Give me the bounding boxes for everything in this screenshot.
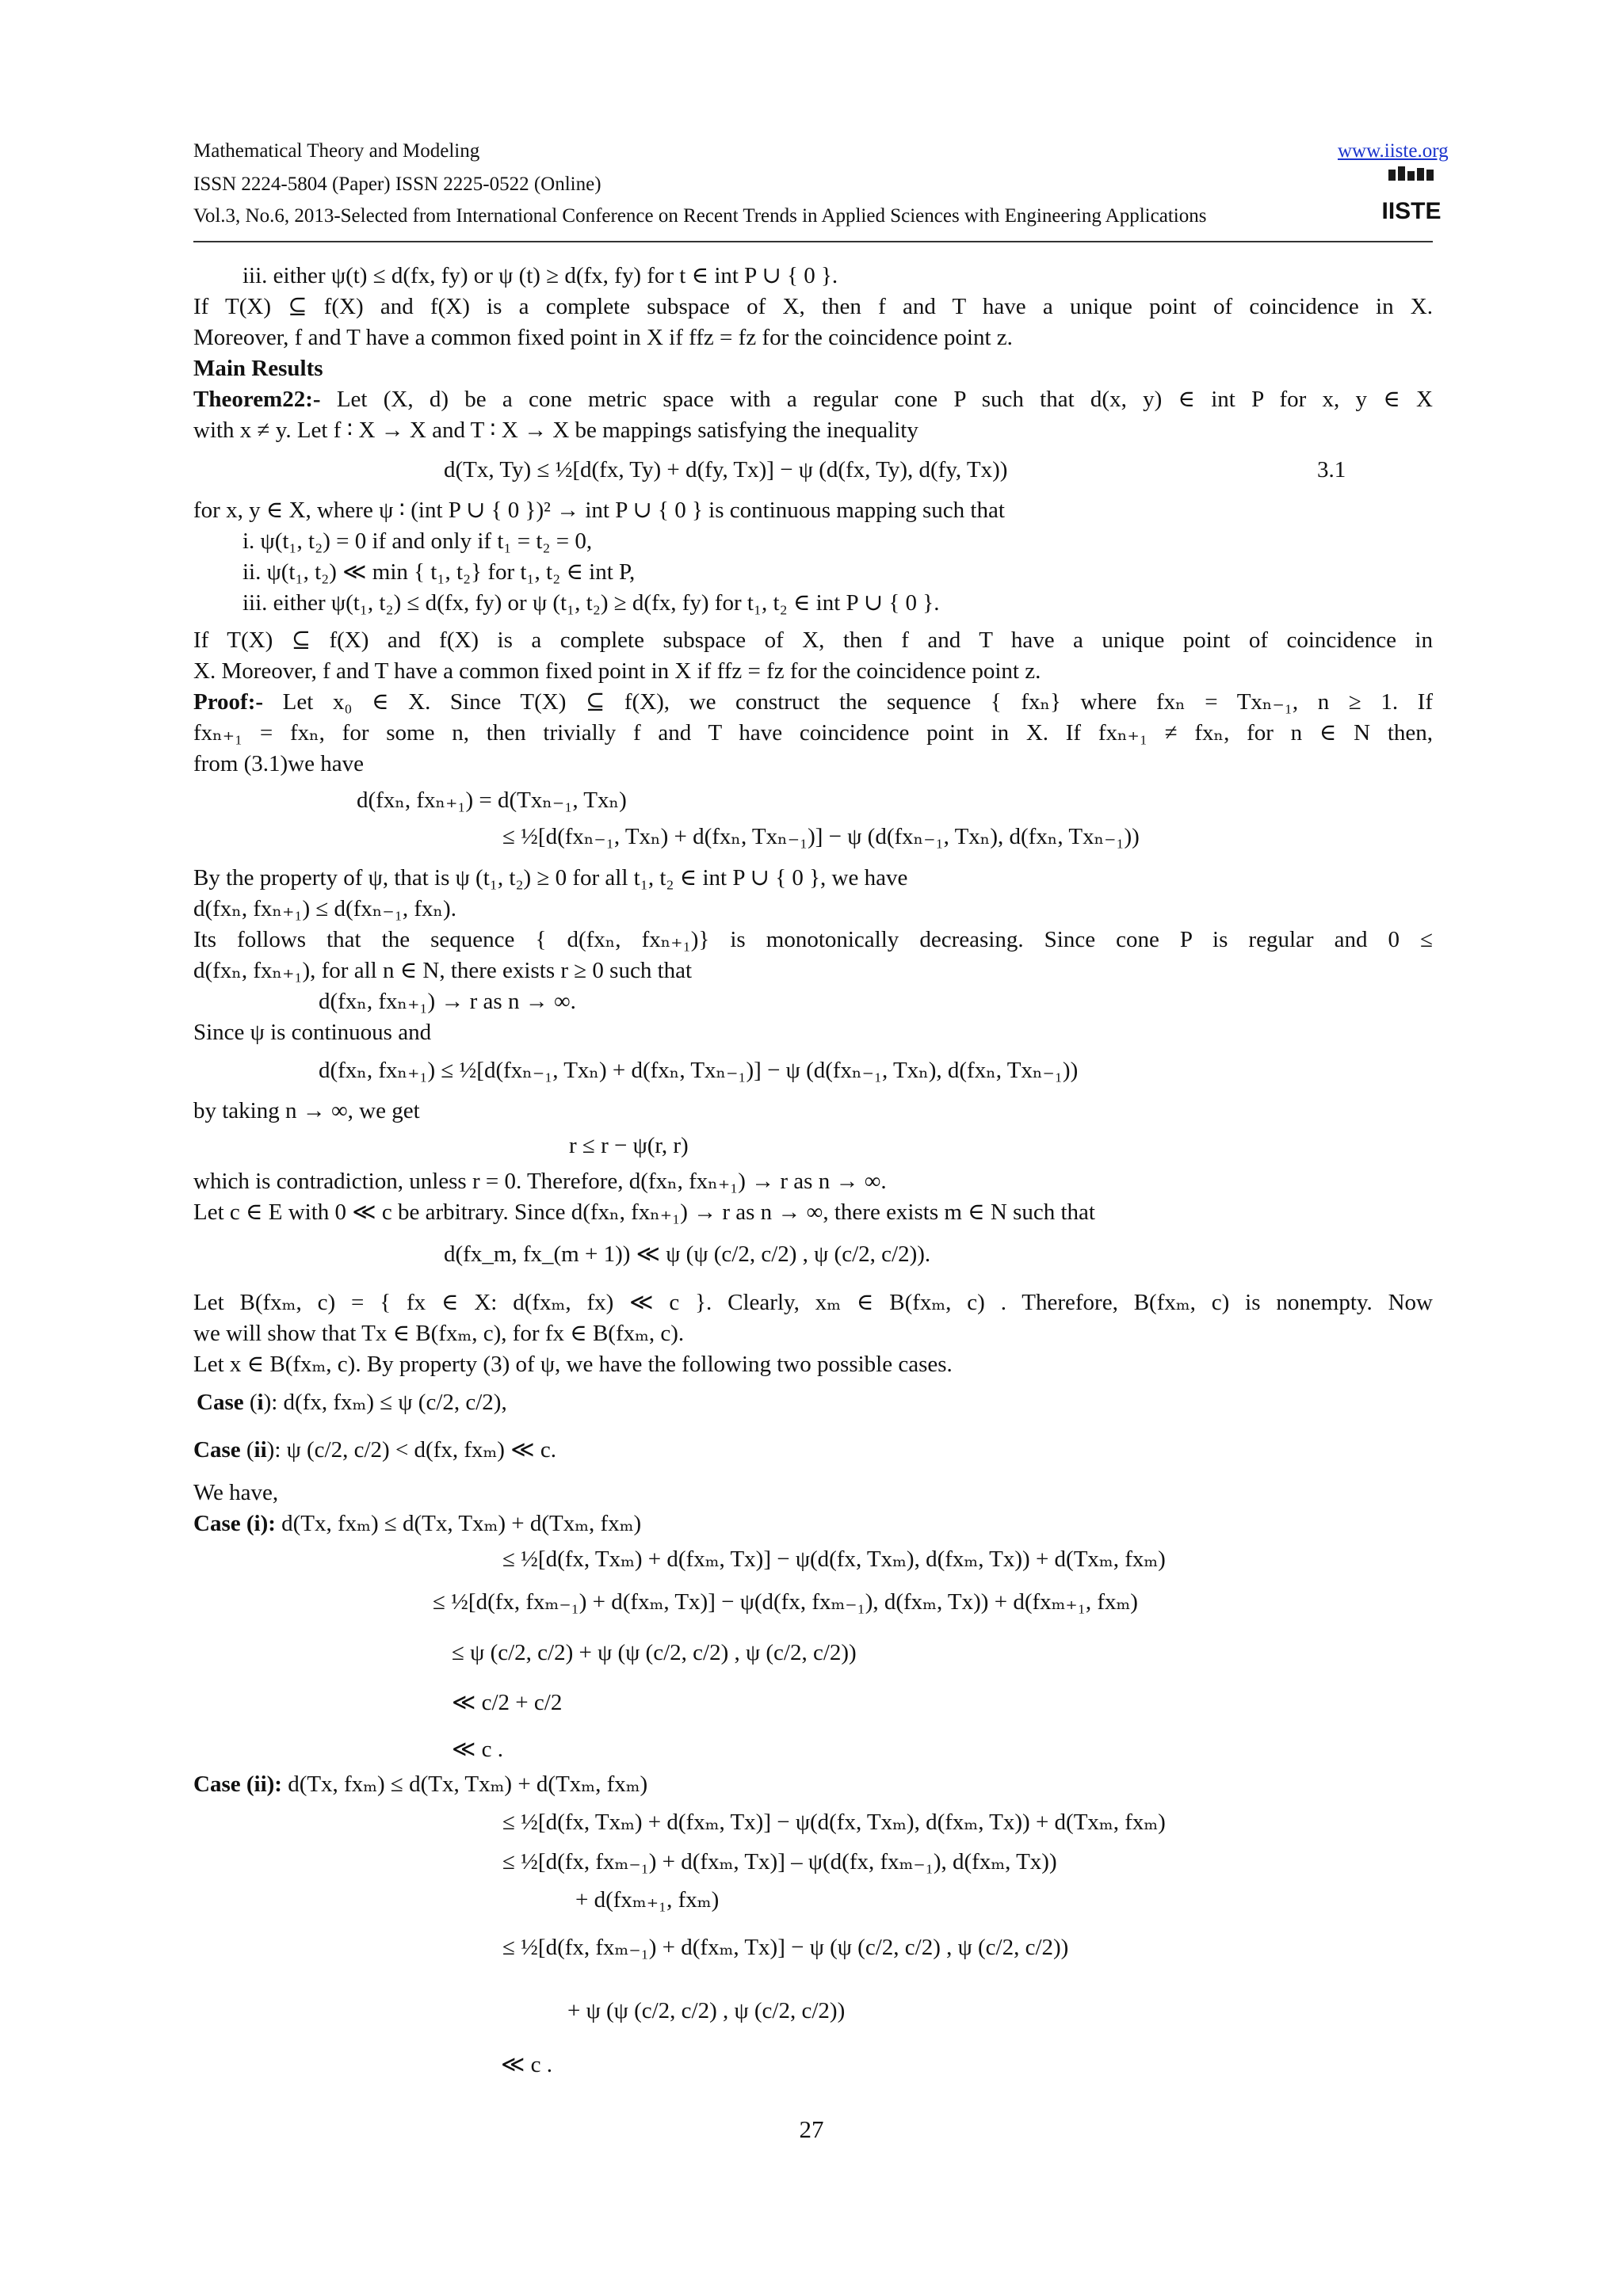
text-run: for x, y ∈ X, where ψ ∶ (int P ∪ { 0 })² → int P ∪ { 0 } is continuous mapping such that — [193, 498, 1005, 523]
text-run: Case — [193, 1437, 241, 1463]
text-line — [193, 1319, 684, 1348]
text-run: i. ψ(t₁, t₂) = 0 if and only if t₁ = t₂ = 0, — [242, 528, 593, 554]
text-line — [575, 1886, 719, 1914]
text-run: ( — [243, 1390, 258, 1415]
text-run: i — [257, 1390, 264, 1415]
text-line — [193, 1350, 953, 1379]
text-run: ≤ ½[d(fx, Txₘ) + d(fxₘ, Tx)] − ψ(d(fx, Txₘ), d(fxₘ, Tx)) + d(Txₘ, fxₘ) — [502, 1810, 1166, 1835]
text-line — [193, 749, 364, 778]
text-line — [502, 1933, 1068, 1962]
text-run: from (3.1)we have — [193, 751, 364, 776]
text-run: iii. either ψ(t) ≤ d(fx, fy) or ψ (t) ≥ d(fx, fy) for t ∈ int P ∪ { 0 }. — [242, 263, 838, 288]
text-run: Let x₀ ∈ X. Since T(X) ⊆ f(X), we construct the sequence { fxₙ} where fxₙ = Txₙ₋₁, n ≥ 1. If — [263, 689, 1433, 715]
text-run: r ≤ r − ψ(r, r) — [569, 1133, 689, 1158]
text-line — [193, 1288, 1433, 1317]
text-run: Its follows that the sequence { d(fxₙ, fxₙ₊₁)} is monotonically decreasing. Since cone P is regular and 0 ≤ — [193, 927, 1433, 952]
text-line — [193, 416, 918, 444]
text-run: which is contradiction, unless r = 0. Therefore, d(fxₙ, fxₙ₊₁) → r as n → ∞. — [193, 1169, 887, 1194]
text-line — [502, 1808, 1166, 1836]
text-line — [357, 786, 627, 814]
text-run: ii — [254, 1437, 267, 1463]
text-line — [569, 1131, 689, 1160]
text-line — [193, 496, 1005, 524]
text-line — [193, 354, 323, 383]
text-run: ≤ ½[d(fx, fxₘ₋₁) + d(fxₘ, Tx)] – ψ(d(fx, fxₘ₋₁), d(fxₘ, Tx)) — [502, 1849, 1057, 1875]
text-run: ≤ ½[d(fx, fxₘ₋₁) + d(fxₘ, Tx)] − ψ (ψ (c/2, c/2) , ψ (c/2, c/2)) — [502, 1935, 1069, 1960]
text-line — [193, 385, 1433, 414]
text-run: 3.1 — [1317, 457, 1346, 482]
text-run: d(fxₙ, fxₙ₊₁) = d(Txₙ₋₁, Txₙ) — [357, 788, 627, 813]
text-line — [242, 261, 838, 290]
text-run: If T(X) ⊆ f(X) and f(X) is a complete subspace of X, then f and T have a unique point of coincidence in — [193, 627, 1433, 653]
text-line — [502, 1848, 1057, 1876]
text-run: by taking n → ∞, we get — [193, 1098, 420, 1123]
text-run: ≤ ψ (c/2, c/2) + ψ (ψ (c/2, c/2) , ψ (c/2, c/2)) — [452, 1640, 857, 1665]
text-run: ≤ ½[d(fxₙ₋₁, Txₙ) + d(fxₙ, Txₙ₋₁)] − ψ (d(fxₙ₋₁, Txₙ), d(fxₙ, Txₙ₋₁)) — [502, 824, 1140, 849]
page-number: 27 — [799, 2115, 824, 2143]
text-line — [452, 1638, 857, 1667]
text-run: d(fxₙ, fxₙ₊₁) ≤ d(fxₙ₋₁, fxₙ). — [193, 896, 456, 921]
text-run: Case (i): — [193, 1511, 276, 1536]
text-run: + ψ (ψ (c/2, c/2) , ψ (c/2, c/2)) — [567, 1998, 846, 2023]
website-link[interactable]: www.iiste.org — [1338, 140, 1449, 162]
text-line — [193, 864, 907, 892]
text-line — [502, 822, 1140, 851]
text-line — [193, 719, 1433, 747]
text-run: Theorem22:- — [193, 387, 321, 412]
text-run: Since ψ is continuous and — [193, 1020, 432, 1045]
text-run: d(fx_m, fx_(m + 1)) ≪ ψ (ψ (c/2, c/2) , ψ (c/2, c/2)). — [444, 1241, 931, 1267]
text-line — [452, 1688, 562, 1717]
text-run: d(fxₙ, fxₙ₊₁) → r as n → ∞. — [319, 989, 576, 1014]
text-run: d(fxₙ, fxₙ₊₁) ≤ ½[d(fxₙ₋₁, Txₙ) + d(fxₙ, Txₙ₋₁)] − ψ (d(fxₙ₋₁, Txₙ), d(fxₙ, Txₙ₋₁)) — [319, 1058, 1079, 1083]
text-line — [433, 1588, 1138, 1616]
text-run: d(Tx, fxₘ) ≤ d(Tx, Txₘ) + d(Txₘ, fxₘ) — [275, 1511, 642, 1536]
text-run: d(Tx, Ty) ≤ ½[d(fx, Ty) + d(fy, Tx)] − ψ (d(fx, Ty), d(fy, Tx)) — [444, 457, 1008, 482]
text-run: Let c ∈ E with 0 ≪ c be arbitrary. Since d(fxₙ, fxₙ₊₁) → r as n → ∞, there exists m ∈ N such that — [193, 1199, 1095, 1225]
text-run: iii. either ψ(t₁, t₂) ≤ d(fx, fy) or ψ (t₁, t₂) ≥ d(fx, fy) for t₁, t₂ ∈ int P ∪ { 0 }. — [242, 590, 940, 616]
text-line — [242, 527, 592, 555]
text-line — [193, 925, 1433, 954]
text-run: Let B(fxₘ, c) = { fx ∈ X: d(fxₘ, fx) ≪ c }. Clearly, xₘ ∈ B(fxₘ, c) . Therefore, B(fxₘ, c) is nonempty. Now — [193, 1290, 1433, 1315]
text-run: d(Tx, fxₘ) ≤ d(Tx, Txₘ) + d(Txₘ, fxₘ) — [281, 1772, 648, 1797]
text-line — [193, 626, 1433, 654]
text-run: Main Results — [193, 356, 323, 381]
text-run: ≤ ½[d(fx, Txₘ) + d(fxₘ, Tx)] − ψ(d(fx, Txₘ), d(fxₘ, Tx)) + d(Txₘ, fxₘ) — [502, 1547, 1166, 1572]
issn-line: ISSN 2224-5804 (Paper) ISSN 2225-0522 (Online) — [193, 174, 601, 195]
text-line — [444, 1240, 930, 1268]
text-line — [567, 1997, 845, 2025]
text-run: ( — [240, 1437, 254, 1463]
text-line — [193, 1167, 887, 1196]
text-run: + d(fxₘ₊₁, fxₘ) — [575, 1887, 720, 1913]
text-line — [193, 1198, 1095, 1226]
volume-line: Vol.3, No.6, 2013-Selected from International Conference on Recent Trends in Applied Sciences with Engineering Applications — [193, 205, 1207, 227]
text-line — [193, 956, 692, 985]
text-line — [193, 894, 456, 923]
text-run: Case — [197, 1390, 244, 1415]
text-line — [502, 1545, 1166, 1573]
text-line — [193, 292, 1433, 321]
text-run: ): ψ (c/2, c/2) < d(fx, fxₘ) ≪ c. — [266, 1437, 556, 1463]
text-line — [193, 1509, 641, 1538]
text-line — [193, 688, 1433, 716]
text-line — [193, 657, 1041, 685]
text-line — [242, 589, 939, 617]
text-run: Let (X, d) be a cone metric space with a regular cone P such that d(x, y) ∈ int P for x, y ∈ X — [320, 387, 1433, 412]
text-run: we will show that Tx ∈ B(fxₘ, c), for fx ∈ B(fxₘ, c). — [193, 1321, 685, 1346]
text-run: ≪ c . — [452, 1737, 503, 1762]
text-line — [193, 1436, 556, 1464]
text-run: By the property of ψ, that is ψ (t₁, t₂) ≥ 0 for all t₁, t₂ ∈ int P ∪ { 0 }, we have — [193, 865, 908, 891]
text-run: ii. ψ(t₁, t₂) ≪ min { t₁, t₂} for t₁, t₂ ∈ int P, — [242, 559, 636, 585]
text-run: ≪ c . — [501, 2052, 552, 2077]
text-run: ≪ c/2 + c/2 — [452, 1690, 563, 1715]
svg-text:IISTE: IISTE — [1381, 198, 1442, 224]
text-line — [444, 456, 1007, 484]
text-run: fxₙ₊₁ = fxₙ, for some n, then trivially f and T have coincidence point in X. If fxₙ₊₁ ≠ fxₙ, for n ∈ N then, — [193, 720, 1433, 746]
text-run: with x ≠ y. Let f ∶ X → X and T ∶ X → X be mappings satisfying the inequality — [193, 418, 918, 443]
journal-title: Mathematical Theory and Modeling — [193, 140, 480, 162]
text-line — [193, 1097, 420, 1125]
text-line — [501, 2050, 552, 2079]
header-rule — [193, 241, 1433, 242]
text-run: Case (ii): — [193, 1772, 282, 1797]
text-run: Proof:- — [193, 689, 264, 715]
text-run: ): d(fx, fxₘ) ≤ ψ (c/2, c/2), — [263, 1390, 507, 1415]
text-run: d(fxₙ, fxₙ₊₁), for all n ∈ N, there exists r ≥ 0 such that — [193, 958, 693, 983]
text-line — [193, 1478, 278, 1507]
text-line — [242, 558, 635, 586]
text-run: Let x ∈ B(fxₘ, c). By property (3) of ψ, we have the following two possible cases. — [193, 1352, 953, 1377]
text-line — [1317, 456, 1346, 484]
text-run: If T(X) ⊆ f(X) and f(X) is a complete subspace of X, then f and T have a unique point of coincidence in X. — [193, 294, 1433, 319]
text-line — [319, 1056, 1078, 1085]
text-line — [197, 1388, 507, 1417]
text-line — [319, 987, 576, 1016]
text-run: X. Moreover, f and T have a common fixed point in X if ffz = fz for the coincidence point z. — [193, 658, 1041, 684]
text-run: ≤ ½[d(fx, fxₘ₋₁) + d(fxₘ, Tx)] − ψ(d(fx, fxₘ₋₁), d(fxₘ, Tx)) + d(fxₘ₊₁, fxₘ) — [433, 1589, 1138, 1615]
text-line — [193, 1018, 431, 1047]
text-run: We have, — [193, 1480, 279, 1505]
text-line — [452, 1735, 503, 1764]
text-line — [193, 1770, 647, 1798]
iiste-logo — [1381, 166, 1442, 227]
text-run: Moreover, f and T have a common fixed point in X if ffz = fz for the coincidence point z. — [193, 325, 1013, 350]
text-line — [193, 323, 1013, 352]
